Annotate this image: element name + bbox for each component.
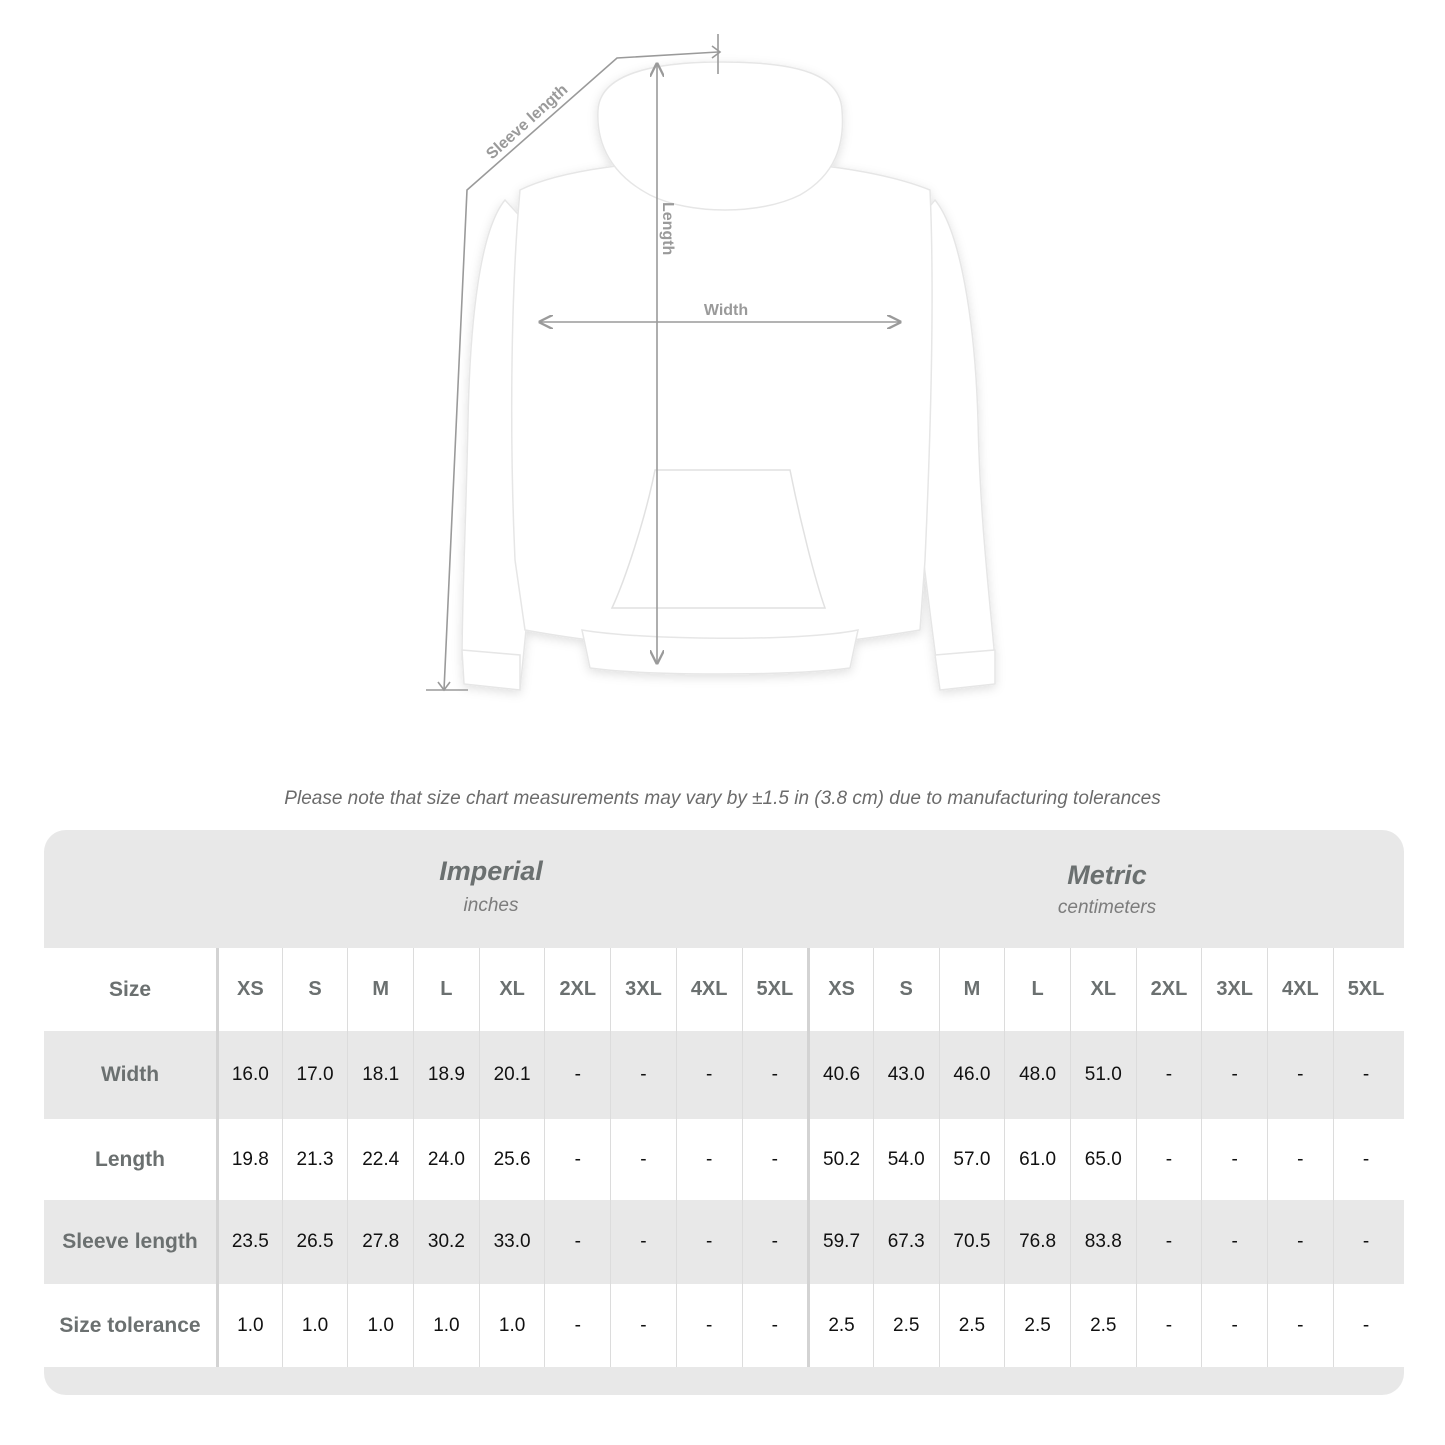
imperial-value-cell: 22.4 <box>347 1119 413 1200</box>
metric-value-cell: - <box>1333 1284 1399 1367</box>
size-header-cell: 5XL <box>1333 948 1399 1031</box>
imperial-value-cell: - <box>676 1119 742 1200</box>
imperial-value-cell: 1.0 <box>413 1284 479 1367</box>
metric-value-cell: - <box>1333 1119 1399 1200</box>
length-label: Length <box>659 202 676 256</box>
metric-value-cell: 83.8 <box>1070 1200 1136 1284</box>
imperial-value-cell: 25.6 <box>479 1119 545 1200</box>
size-header-cell: XL <box>1070 948 1136 1031</box>
size-header-cell: 2XL <box>1136 948 1202 1031</box>
metric-value-cell: 2.5 <box>807 1284 873 1367</box>
size-header-cell: 5XL <box>742 948 808 1031</box>
metric-value-cell: 2.5 <box>1004 1284 1070 1367</box>
imperial-value-cell: - <box>676 1031 742 1119</box>
imperial-value-cell: - <box>610 1200 676 1284</box>
imperial-value-cell: - <box>742 1200 808 1284</box>
metric-header <box>810 830 1404 948</box>
metric-value-cell: 65.0 <box>1070 1119 1136 1200</box>
imperial-value-cell: - <box>610 1119 676 1200</box>
metric-value-cell: 50.2 <box>807 1119 873 1200</box>
imperial-value-cell: - <box>610 1031 676 1119</box>
row-label: Sleeve length <box>62 1230 198 1253</box>
imperial-value-cell: 18.1 <box>347 1031 413 1119</box>
metric-value-cell: - <box>1136 1200 1202 1284</box>
imperial-value-cell: 17.0 <box>282 1031 348 1119</box>
metric-value-cell: 2.5 <box>939 1284 1005 1367</box>
size-header-cell: M <box>939 948 1005 1031</box>
size-header-cell: XL <box>479 948 545 1031</box>
imperial-value-cell: 27.8 <box>347 1200 413 1284</box>
imperial-value-cell: 30.2 <box>413 1200 479 1284</box>
metric-value-cell: - <box>1201 1031 1267 1119</box>
size-header-row <box>44 948 1404 1031</box>
imperial-value-cell: 18.9 <box>413 1031 479 1119</box>
imperial-value-cell: - <box>742 1119 808 1200</box>
metric-value-cell: 76.8 <box>1004 1200 1070 1284</box>
table-row <box>44 1200 1404 1284</box>
imperial-value-cell: - <box>676 1284 742 1367</box>
metric-value-cell: 2.5 <box>1070 1284 1136 1367</box>
metric-value-cell: 54.0 <box>873 1119 939 1200</box>
size-header-cell: S <box>282 948 348 1031</box>
row-label: Size tolerance <box>59 1313 201 1337</box>
imperial-value-cell: - <box>742 1031 808 1119</box>
imperial-value-cell: 33.0 <box>479 1200 545 1284</box>
size-header-cell: 3XL <box>610 948 676 1031</box>
imperial-value-cell: - <box>610 1284 676 1367</box>
metric-value-cell: - <box>1267 1200 1333 1284</box>
metric-value-cell: 70.5 <box>939 1200 1005 1284</box>
metric-value-cell: - <box>1136 1119 1202 1200</box>
size-header-cell: S <box>873 948 939 1031</box>
width-label: Width <box>703 302 749 319</box>
metric-unit: centimeters <box>1057 897 1157 918</box>
metric-value-cell: - <box>1267 1119 1333 1200</box>
size-header-cell: 2XL <box>544 948 610 1031</box>
imperial-value-cell: 23.5 <box>216 1200 282 1284</box>
imperial-value-cell: - <box>544 1119 610 1200</box>
imperial-value-cell: 19.8 <box>216 1119 282 1200</box>
metric-value-cell: - <box>1136 1284 1202 1367</box>
metric-value-cell: 51.0 <box>1070 1031 1136 1119</box>
metric-value-cell: 40.6 <box>807 1031 873 1119</box>
imperial-value-cell: - <box>544 1200 610 1284</box>
metric-value-cell: - <box>1267 1031 1333 1119</box>
metric-value-cell: - <box>1333 1031 1399 1119</box>
metric-value-cell: - <box>1136 1031 1202 1119</box>
row-label: Length <box>95 1147 165 1171</box>
table-row <box>44 1284 1404 1367</box>
imperial-value-cell: 1.0 <box>216 1284 282 1367</box>
hoodie-illustration <box>462 62 995 690</box>
imperial-value-cell: 16.0 <box>216 1031 282 1119</box>
imperial-unit: inches <box>463 895 519 916</box>
imperial-value-cell: 26.5 <box>282 1200 348 1284</box>
size-header-cell: L <box>1004 948 1070 1031</box>
size-header-cell: XS <box>216 948 282 1031</box>
imperial-value-cell: - <box>544 1031 610 1119</box>
sleeve-length-label: Sleeve length <box>483 81 572 163</box>
size-header-cell: M <box>347 948 413 1031</box>
metric-value-cell: 46.0 <box>939 1031 1005 1119</box>
size-header-cell: XS <box>807 948 873 1031</box>
imperial-value-cell: - <box>676 1200 742 1284</box>
metric-value-cell: 61.0 <box>1004 1119 1070 1200</box>
metric-value-cell: - <box>1201 1119 1267 1200</box>
row-label: Width <box>100 1063 160 1086</box>
table-row <box>44 1119 1404 1200</box>
imperial-value-cell: 1.0 <box>282 1284 348 1367</box>
metric-value-cell: 2.5 <box>873 1284 939 1367</box>
imperial-value-cell: 20.1 <box>479 1031 545 1119</box>
metric-value-cell: - <box>1201 1200 1267 1284</box>
imperial-title: Imperial <box>439 856 543 886</box>
imperial-value-cell: 1.0 <box>479 1284 545 1367</box>
metric-value-cell: - <box>1201 1284 1267 1367</box>
metric-value-cell: 59.7 <box>807 1200 873 1284</box>
size-header-cell: 4XL <box>676 948 742 1031</box>
imperial-header <box>216 830 766 948</box>
metric-value-cell: 67.3 <box>873 1200 939 1284</box>
metric-value-cell: 43.0 <box>873 1031 939 1119</box>
size-header-cell: 3XL <box>1201 948 1267 1031</box>
size-header-cell: 4XL <box>1267 948 1333 1031</box>
tolerance-note: Please note that size chart measurements may vary by ±1.5 in (3.8 cm) due to manufacturing tolerances <box>284 788 1161 809</box>
metric-value-cell: - <box>1267 1284 1333 1367</box>
metric-value-cell: 57.0 <box>939 1119 1005 1200</box>
size-chart <box>44 830 1404 1395</box>
imperial-value-cell: 21.3 <box>282 1119 348 1200</box>
size-header-cell: L <box>413 948 479 1031</box>
row-label: Size <box>108 977 152 1001</box>
table-row <box>44 1031 1404 1119</box>
imperial-value-cell: - <box>742 1284 808 1367</box>
metric-value-cell: 48.0 <box>1004 1031 1070 1119</box>
metric-value-cell: - <box>1333 1200 1399 1284</box>
imperial-value-cell: - <box>544 1284 610 1367</box>
imperial-value-cell: 1.0 <box>347 1284 413 1367</box>
imperial-value-cell: 24.0 <box>413 1119 479 1200</box>
metric-title: Metric <box>1067 860 1147 890</box>
